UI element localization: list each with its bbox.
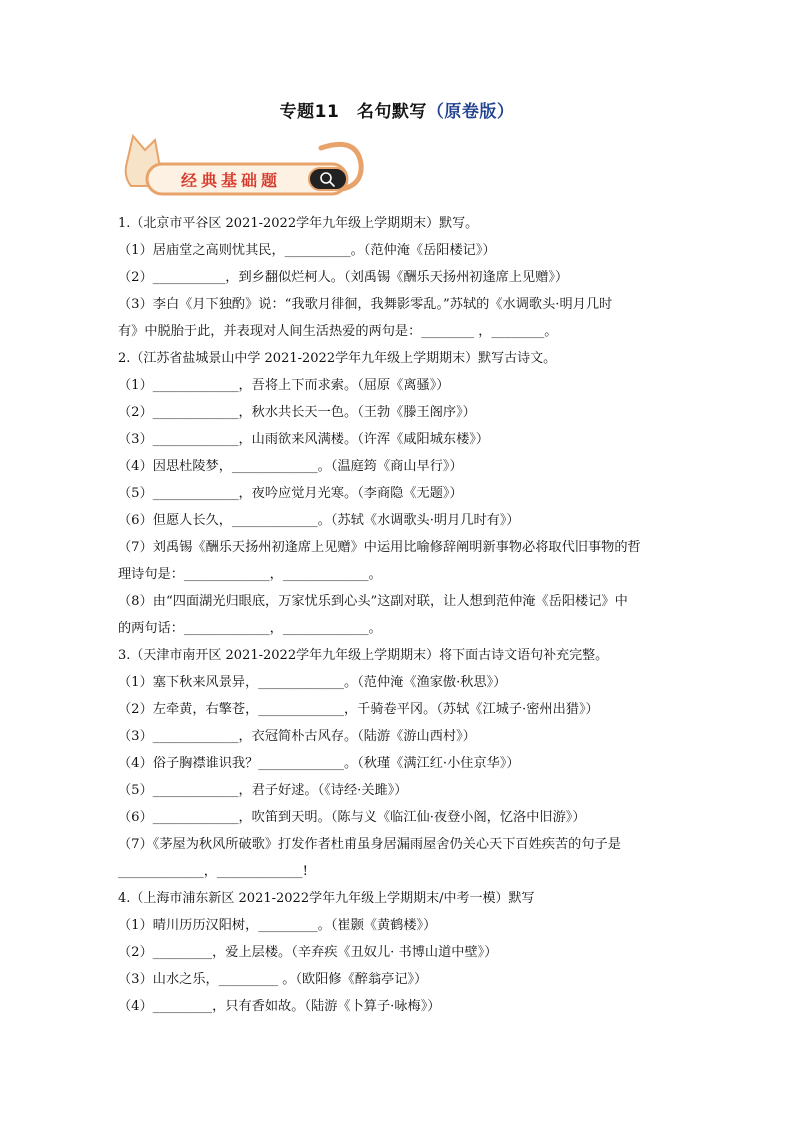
q2-item-4: （4）因思杜陵梦，_____________。（温庭筠《商山早行》） [118,459,463,474]
q3-item-7: （7）《茅屋为秋风所破歌》打发作者杜甫虽身居漏雨屋舍仍关心天下百姓疾苦的句子是 [118,837,621,852]
question-list [118,210,688,1020]
q4-item-4: （4）_________，只有香如故。（陆游《卜算子·咏梅》） [118,999,441,1014]
q4-heading: 4.（上海市浦东新区 2021-2022学年九年级上学期期末/中考一模）默写 [118,891,535,906]
search-pill [309,168,347,190]
q4-item-3: （3）山水之乐，_________ 。（欧阳修《醉翁亭记》） [118,972,428,987]
q3-heading: 3.（天津市南开区 2021-2022学年九年级上学期期末）将下面古诗文语句补充完整。 [118,648,609,663]
q3-item-2: （2）左牵黄，右擎苍，_____________，千骑卷平冈。（苏轼《江城子·密州出猎》） [118,702,599,717]
q2-item-7-cont: 理诗句是：_____________，_____________。 [118,567,382,582]
q2-item-1: （1）_____________，吾将上下而求索。（屈原《离骚》） [118,378,450,393]
q1-item-3-cont: 有》中脱胎于此，并表现对人间生活热爱的两句是：________ ，________。 [118,324,558,339]
q3-item-4: （4）俗子胸襟谁识我？_____________。（秋瑾《满江红·小住京华》） [118,756,520,771]
q4-item-2: （2）_________，爱上层楼。（辛弃疾《丑奴儿· 书博山道中壁》） [118,945,498,960]
q2-heading: 2.（江苏省盐城景山中学 2021-2022学年九年级上学期期末）默写古诗文。 [118,351,557,366]
q1-item-2: （2）___________，到乡翻似烂柯人。（刘禹锡《酬乐天扬州初逢席上见赠》） [118,270,569,285]
q3-item-6: （6）_____________，吹笛到天明。（陈与义《临江仙·夜登小阁，忆洛中旧游》） [118,810,586,825]
q2-item-3: （3）_____________，山雨欲来风满楼。（许浑《咸阳城东楼》） [118,432,490,447]
section-banner [121,130,367,202]
q3-item-5: （5）_____________，君子好逑。（《诗经·关雎》） [118,783,408,798]
q2-item-8-cont: 的两句话：_____________，_____________。 [118,621,382,636]
page-title [0,97,794,122]
q1-item-3: （3）李白《月下独酌》说：“我歌月徘徊，我舞影零乱。”苏轼的《水调歌头·明月几时 [118,297,613,312]
banner-text: 经典基础题 [180,171,282,190]
q1-heading: 1.（北京市平谷区 2021-2022学年九年级上学期期末）默写。 [118,216,479,231]
q1-item-1: （1）居庙堂之高则忧其民，__________。（范仲淹《岳阳楼记》） [118,243,496,258]
q4-item-1: （1）晴川历历汉阳树，_________。（崔颢《黄鹤楼》） [118,918,437,933]
title-main: 专题11 名句默写 [279,102,427,122]
q3-item-3: （3）_____________，衣冠简朴古风存。（陆游《游山西村》） [118,729,476,744]
q3-item-7-cont: _____________，_____________! [118,864,308,879]
q2-item-6: （6）但愿人长久，_____________。（苏轼《水调歌头·明月几时有》） [118,513,520,528]
q2-item-2: （2）_____________，秋水共长天一色。（王勃《滕王阁序》） [118,405,476,420]
q2-item-8: （8）由“四面湖光归眼底，万家忧乐到心头”这副对联，让人想到范仲淹《岳阳楼记》中 [118,594,628,609]
title-suffix: （原卷版） [426,102,515,122]
q2-item-7: （7）刘禹锡《酬乐天扬州初逢席上见赠》中运用比喻修辞阐明新事物必将取代旧事物的哲 [118,540,641,555]
q3-item-1: （1）塞下秋来风景异，_____________。（范仲淹《渔家傲·秋思》） [118,675,507,690]
q2-item-5: （5）_____________，夜吟应觉月光寒。（李商隐《无题》） [118,486,463,501]
